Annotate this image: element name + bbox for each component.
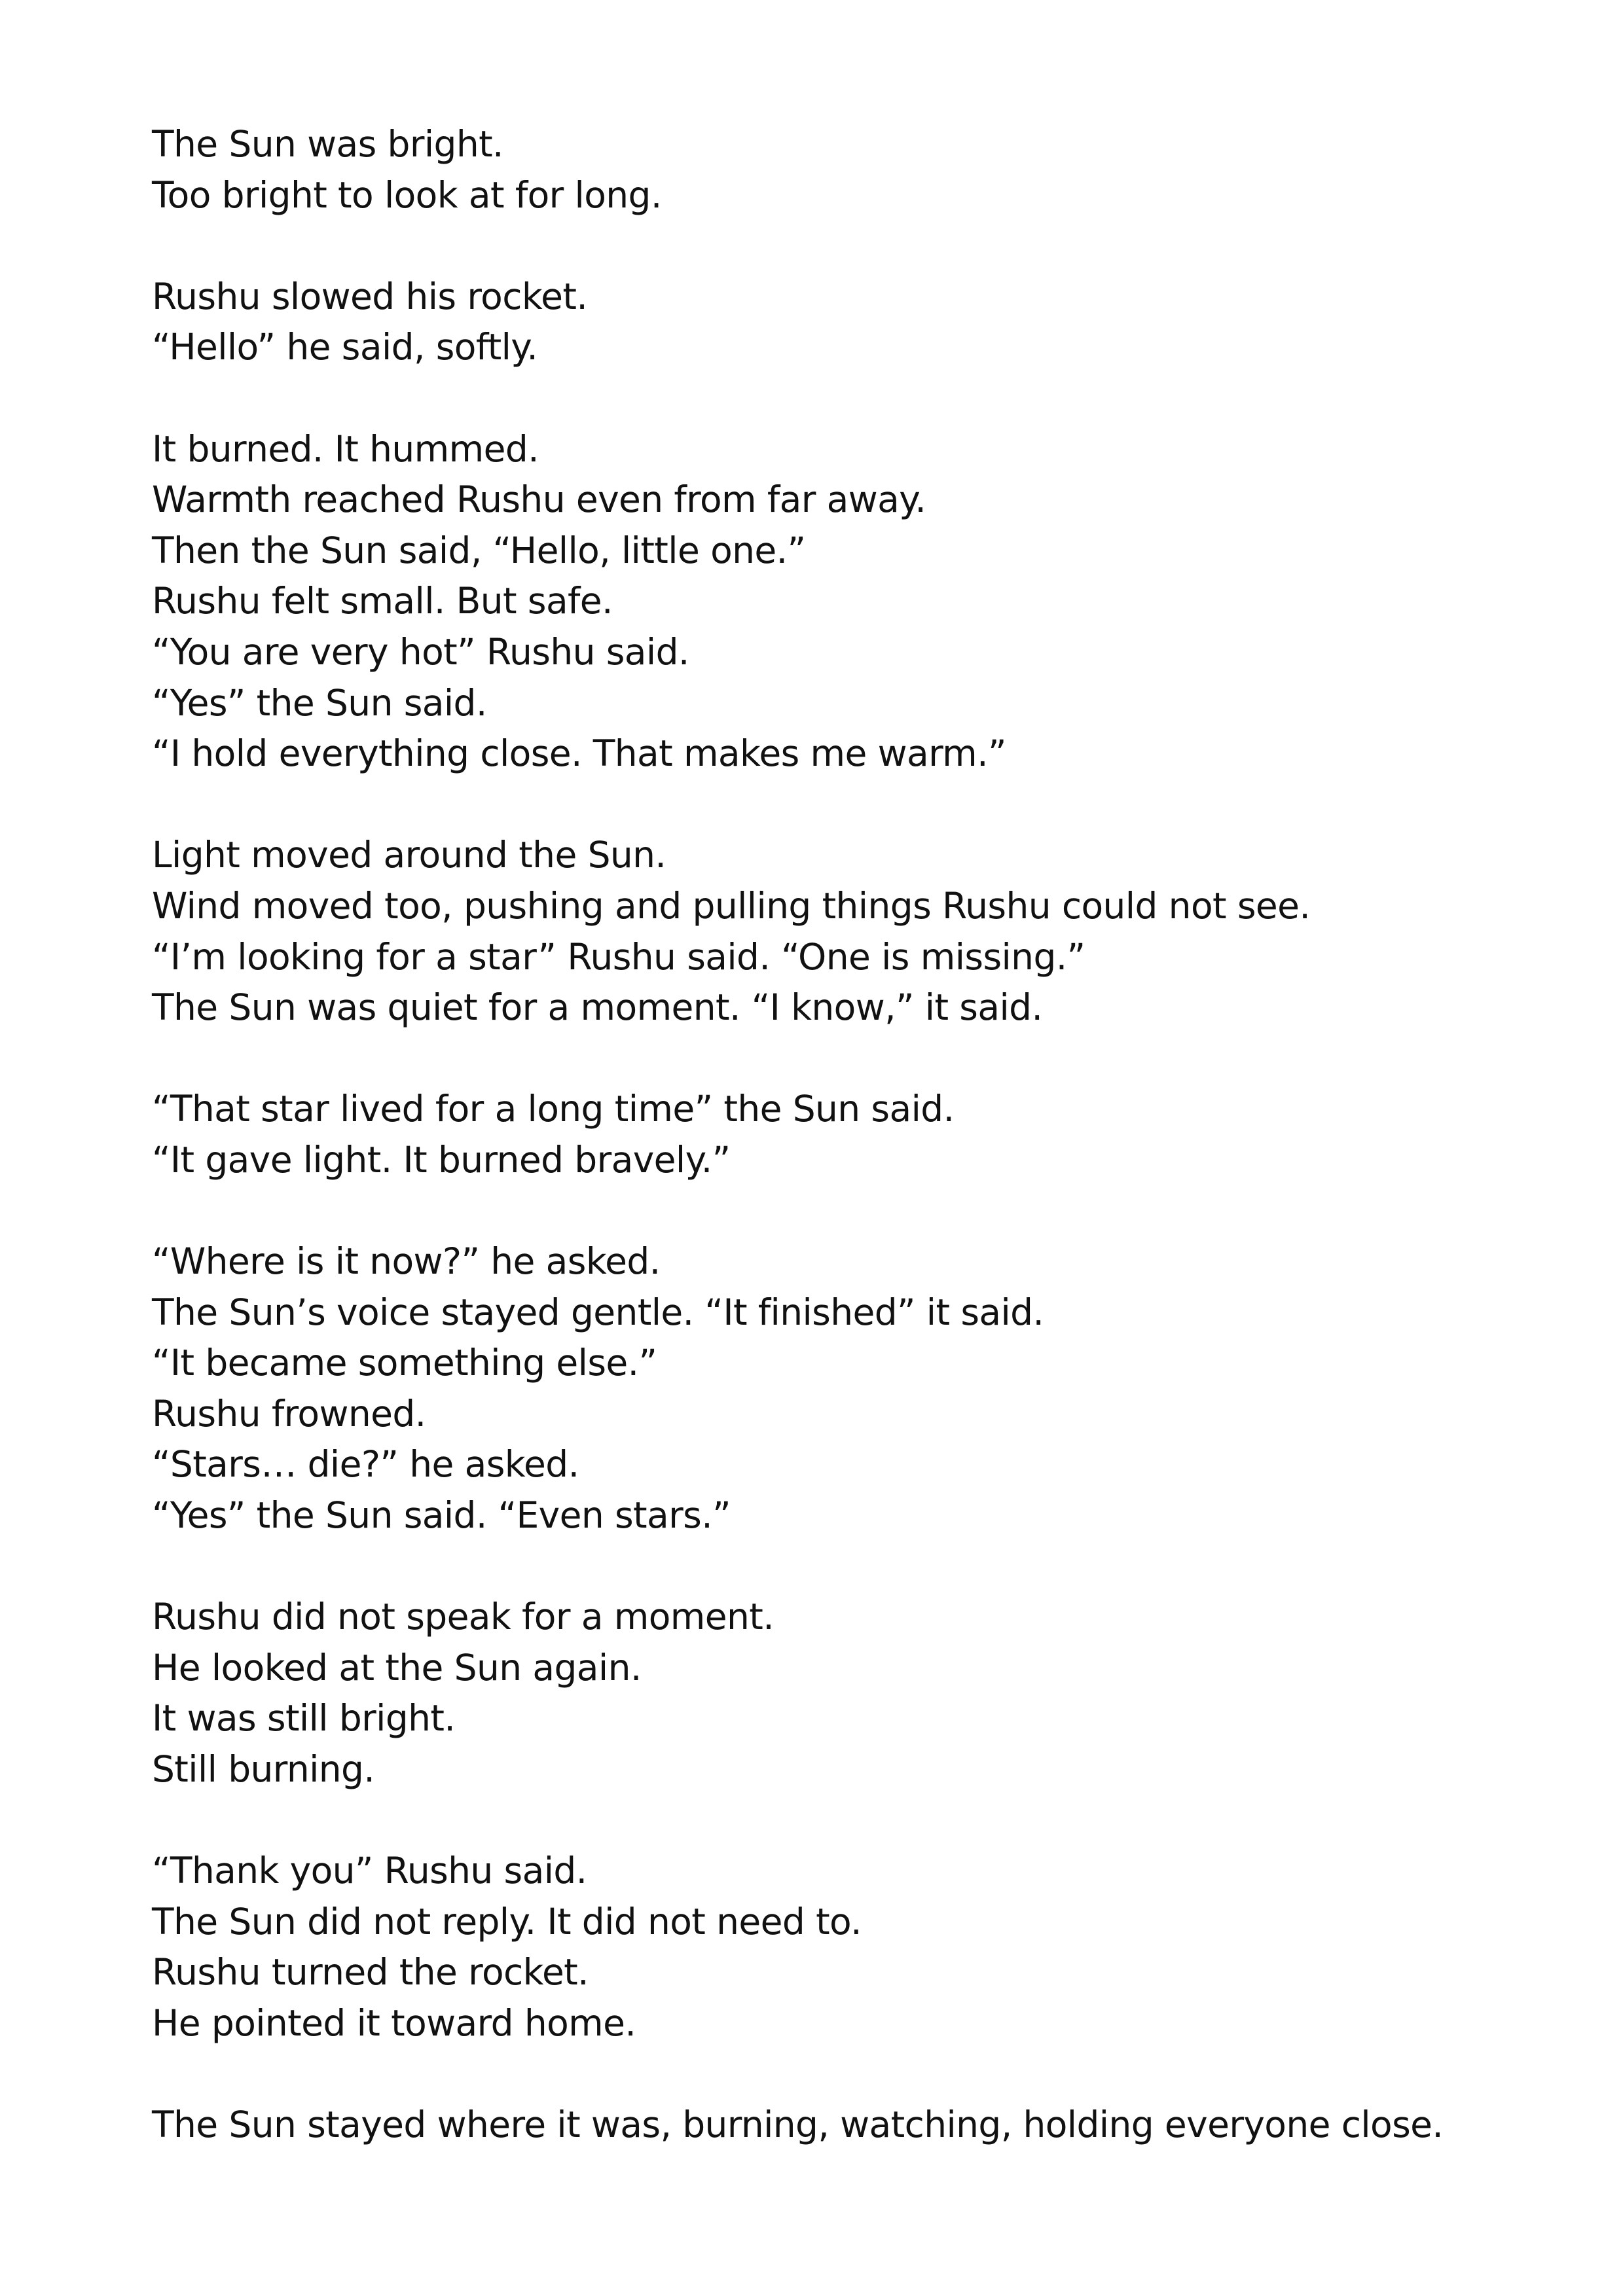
text-line: He looked at the Sun again.: [152, 1646, 642, 1689]
stanza: [152, 272, 1494, 373]
text-line: Warmth reached Rushu even from far away.: [152, 478, 926, 521]
stanza: [152, 2100, 1494, 2151]
text-line: “I hold everything close. That makes me warm.”: [152, 732, 1006, 775]
text-line: Too bright to look at for long.: [152, 173, 662, 216]
text-line: Still burning.: [152, 1748, 375, 1790]
text-line: It was still bright.: [152, 1697, 456, 1740]
stanza: [152, 830, 1494, 1033]
text-line: “Where is it now?” he asked.: [152, 1240, 661, 1283]
stanza: [152, 1084, 1494, 1185]
text-line: “Stars… die?” he asked.: [152, 1443, 579, 1486]
text-line: “It gave light. It burned bravely.”: [152, 1138, 731, 1181]
text-line: He pointed it toward home.: [152, 2001, 636, 2044]
text-line: “You are very hot” Rushu said.: [152, 630, 689, 673]
story-text: [152, 119, 1494, 2151]
text-line: Wind moved too, pushing and pulling things Rushu could not see.: [152, 884, 1311, 927]
stanza: [152, 1846, 1494, 2049]
text-line: Then the Sun said, “Hello, little one.”: [152, 529, 806, 571]
text-line: “That star lived for a long time” the Sun said.: [152, 1088, 955, 1130]
text-line: Rushu frowned.: [152, 1392, 426, 1435]
text-line: The Sun stayed where it was, burning, watching, holding everyone close.: [152, 2104, 1444, 2146]
text-line: Rushu slowed his rocket.: [152, 275, 588, 317]
text-line: “Thank you” Rushu said.: [152, 1850, 587, 1892]
text-line: Rushu felt small. But safe.: [152, 580, 613, 622]
text-line: The Sun was quiet for a moment. “I know,” it said.: [152, 986, 1043, 1029]
text-line: The Sun was bright.: [152, 123, 503, 165]
stanza: [152, 424, 1494, 780]
text-line: “Yes” the Sun said. “Even stars.”: [152, 1494, 731, 1537]
text-line: “Yes” the Sun said.: [152, 681, 487, 724]
stanza: [152, 1236, 1494, 1541]
text-line: Rushu did not speak for a moment.: [152, 1596, 775, 1638]
text-line: “Hello” he said, softly.: [152, 326, 538, 368]
stanza: [152, 1592, 1494, 1795]
text-line: The Sun’s voice stayed gentle. “It finished” it said.: [152, 1291, 1044, 1333]
text-line: “It became something else.”: [152, 1342, 657, 1384]
text-line: The Sun did not reply. It did not need to.: [152, 1900, 862, 1943]
text-line: Rushu turned the rocket.: [152, 1951, 589, 1994]
stanza: [152, 119, 1494, 221]
text-line: Light moved around the Sun.: [152, 834, 666, 876]
text-line: “I’m looking for a star” Rushu said. “One is missing.”: [152, 935, 1085, 978]
text-line: It burned. It hummed.: [152, 427, 539, 470]
